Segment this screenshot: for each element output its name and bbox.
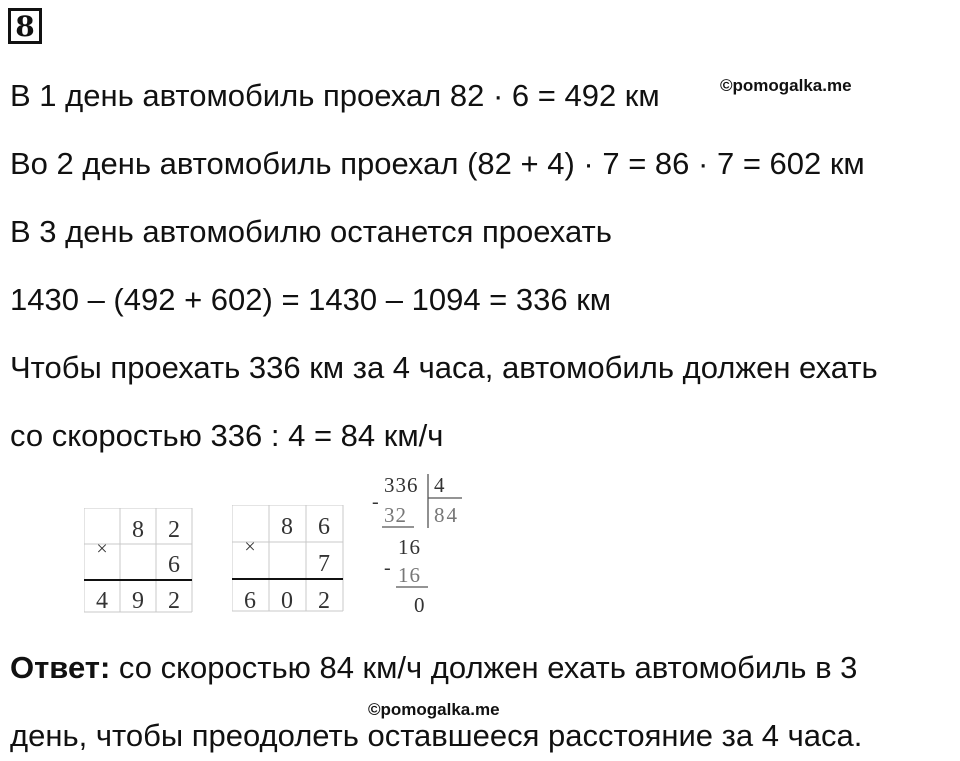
digit: 6 [318,514,330,540]
final-remainder: 0 [414,593,425,617]
line-day3-calc: 1430 – (492 + 602) = 1430 – 1094 = 336 км [10,282,612,317]
minus-sign: - [384,557,391,579]
answer-label: Ответ: [10,650,111,685]
line-speed-intro: Чтобы проехать 336 км за 4 часа, автомобиль должен ехать [10,350,878,385]
line-day1: В 1 день автомобиль проехал 82 · 6 = 492 км [10,78,660,113]
digit: 9 [132,588,144,614]
subtrahend-2: 16 [398,563,421,587]
digit: 6 [244,588,256,614]
line-speed-calc: со скоростью 336 : 4 = 84 км/ч [10,418,444,453]
digit: 8 [132,517,144,543]
digit: 2 [168,517,180,543]
line-day2: Во 2 день автомобиль проехал (82 + 4) · 7 = 86 · 7 = 602 км [10,146,865,181]
long-division-336-by-4 [370,470,470,625]
digit: 2 [318,588,330,614]
answer-line-1 [10,650,857,686]
remainder-1: 16 [398,535,421,559]
answer-line-2: день, чтобы преодолеть оставшееся расстояние за 4 часа. [10,718,863,753]
multiply-sign: × [244,536,256,558]
problem-number: 8 [8,8,42,44]
digit: 0 [281,588,293,614]
dividend: 336 [384,473,419,497]
answer-text-1: со скоростью 84 км/ч должен ехать автомобиль в 3 [118,650,858,685]
digit: 7 [318,551,330,577]
watermark-bottom: ©pomogalka.me [368,700,500,719]
multiply-sign: × [96,538,108,560]
digit: 2 [168,588,180,614]
subtrahend-1: 32 [384,503,407,527]
quotient: 84 [434,503,459,527]
minus-sign: - [372,491,379,513]
digit: 8 [281,514,293,540]
multiplication-86x7 [232,505,346,620]
watermark-top: ©pomogalka.me [720,76,852,95]
line-day3-intro: В 3 день автомобилю останется проехать [10,214,612,249]
digit: 6 [168,552,180,578]
multiplication-82x6 [84,508,194,623]
digit: 4 [96,588,108,614]
divisor: 4 [434,473,445,497]
